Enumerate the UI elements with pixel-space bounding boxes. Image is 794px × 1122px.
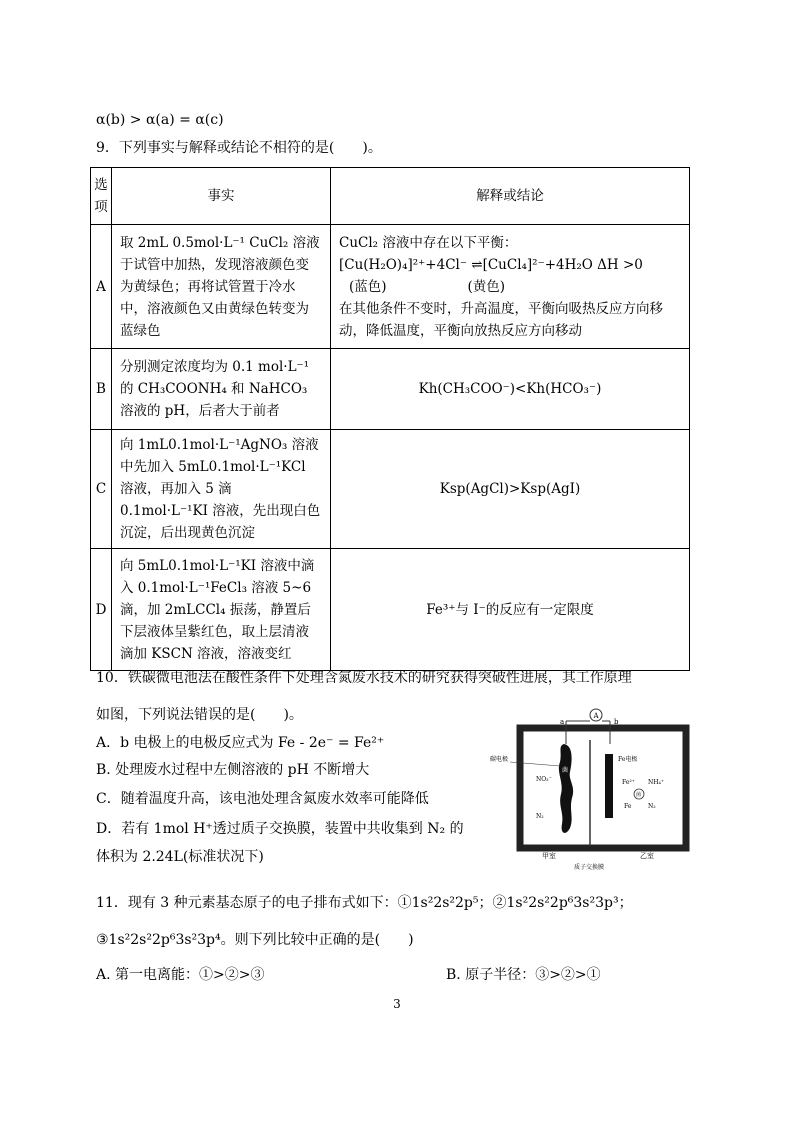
row-option: C (91, 430, 112, 549)
q11-stem-line1: 11．现有 3 种元素基态原子的电子排布式如下：①1s²2s²2p⁵；②1s²2s²2p⁶3s²3p³； (96, 895, 633, 911)
q10-option-d: D．若有 1mol H⁺透过质子交换膜，装置中共收集到 N₂ 的 (96, 821, 464, 837)
q11-option-a: A. 第一电离能：①>②>③ (96, 967, 265, 983)
q10-stem-line2: 如图，下列说法错误的是( )。 (96, 707, 303, 723)
table-row (91, 549, 690, 671)
row-fact: 向 1mL0.1mol·L⁻¹AgNO₃ 溶液中先加入 5mL0.1mol·L⁻¹KCl 溶液，再加入 5 滴 0.1mol·L⁻¹KI 溶液，先出现白色沉淀，后出现黄色沉淀 (112, 430, 331, 549)
table-row (91, 349, 690, 430)
conclusion-lead: CuCl₂ 溶液中存在以下平衡： (339, 234, 518, 251)
cell-diagram (490, 706, 690, 874)
fe-electrode-label: Fe电极 (618, 756, 638, 763)
row-conclusion: Ksp(AgCl)>Ksp(AgI) (331, 430, 690, 549)
carbon-electrode-label: 碳电极 (490, 756, 509, 763)
q9-table (90, 167, 690, 671)
page-number: 3 (393, 997, 401, 1011)
nh4-label: NH₄⁺ (648, 779, 665, 786)
row-fact: 分别测定浓度均为 0.1 mol·L⁻¹的 CH₃COONH₄ 和 NaHCO₃ 溶液的 pH，后者大于前者 (112, 349, 331, 430)
label-a: a (560, 718, 565, 726)
ammeter-label: A (593, 712, 599, 720)
membrane-label: 质子交换膜 (574, 864, 605, 871)
chamber-right-label: 乙室 (640, 852, 654, 860)
conclusion-text: 在其他条件不变时，升高温度，平衡向吸热反应方向移动，降低温度，平衡向放热反应方向移动 (339, 300, 663, 339)
row-option: B (91, 349, 112, 430)
q10-option-a: A．b 电极上的电极反应式为 Fe - 2e⁻ = Fe²⁺ (96, 735, 385, 751)
header-fact: 事实 (112, 168, 331, 225)
fe-right-label: Fe (624, 803, 632, 810)
conclusion-equation: [Cu(H₂O)₄]²⁺+4Cl⁻ ⇌[CuCl₄]²⁻+4H₂O ΔH >0 (339, 256, 643, 273)
row-fact: 向 5mL0.1mol·L⁻¹KI 溶液中滴入 0.1mol·L⁻¹FeCl₃ 溶液 5~6 滴，加 2mLCCl₄ 振荡，静置后下层液体呈紫红色，取上层清液滴加 KSCN 溶液，溶液变红 (112, 549, 331, 671)
row-option: D (91, 549, 112, 671)
table-row (91, 430, 690, 549)
q10-option-b: B. 处理废水过程中左侧溶液的 pH 不断增大 (96, 762, 370, 778)
conclusion-colors: (蓝色) (黄色) (349, 278, 506, 295)
bacteria-label-right: 菌 (636, 792, 642, 798)
table-row (91, 225, 690, 349)
chamber-left-label: 甲室 (542, 852, 556, 860)
previous-answer-line: α(b) > α(a) = α(c) (96, 112, 224, 128)
q10-option-d-cont: 体积为 2.24L(标准状况下) (96, 849, 264, 865)
row-conclusion: Fe³⁺与 I⁻的反应有一定限度 (331, 549, 690, 671)
q9-stem: 9．下列事实与解释或结论不相符的是( )。 (96, 140, 382, 156)
label-b: b (614, 718, 619, 726)
row-conclusion (331, 225, 690, 349)
row-fact: 取 2mL 0.5mol·L⁻¹ CuCl₂ 溶液于试管中加热，发现溶液颜色变为黄绿色；再将试管置于冷水中，溶液颜色又由黄绿色转变为蓝绿色 (112, 225, 331, 349)
fe2-label: Fe²⁺ (622, 779, 635, 786)
no3-label: NO₃⁻ (536, 776, 552, 783)
header-conclusion: 解释或结论 (331, 168, 690, 225)
row-option: A (91, 225, 112, 349)
q10-option-c: C．随着温度升高，该电池处理含氮废水效率可能降低 (96, 791, 429, 807)
row-conclusion: Kh(CH₃COO⁻)<Kh(HCO₃⁻) (331, 349, 690, 430)
table-header-row (91, 168, 690, 225)
q11-stem-line2: ③1s²2s²2p⁶3s²3p⁴。则下列比较中正确的是( ) (96, 932, 414, 948)
q10-stem-line1: 10．铁碳微电池法在酸性条件下处理含氮废水技术的研究获得突破性进展，其工作原理 (96, 670, 632, 686)
n2-left-label: N₂ (536, 813, 544, 820)
q11-option-b: B. 原子半径：③>②>① (446, 967, 601, 983)
header-option: 选项 (91, 168, 112, 225)
n2-right-label: N₂ (648, 803, 656, 810)
bacteria-label-left: 菌 (562, 767, 569, 774)
